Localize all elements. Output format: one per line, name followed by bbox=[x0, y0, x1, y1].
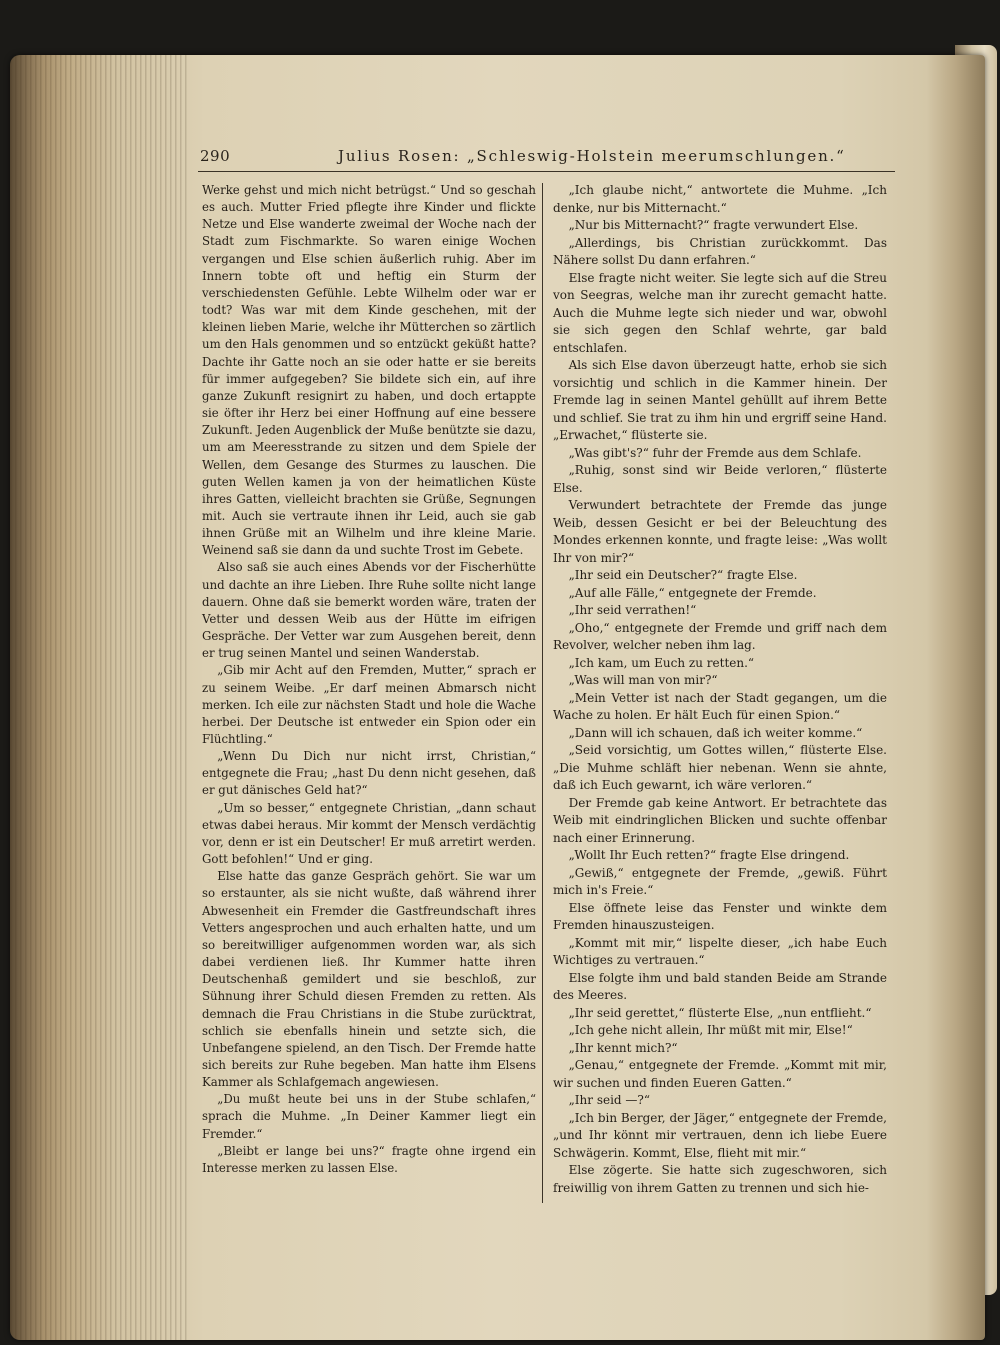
paragraph: „Gib mir Acht auf den Fremden, Mutter,“ sprach er zu seinem Weibe. „Er darf meinen Abmarsch nicht merken. Ich eile zur nächsten Stadt und hole die Wache herbei. Der Deutsche ist entweder ein Spion oder ein Flüchtling.“ bbox=[202, 663, 536, 746]
paragraph: „Du mußt heute bei uns in der Stube schlafen,“ sprach die Muhme. „In Deiner Kammer liegt ein Fremder.“ bbox=[202, 1092, 536, 1141]
paragraph: „Bleibt er lange bei uns?“ fragte ohne irgend ein Interesse merken zu lassen Else. bbox=[202, 1143, 536, 1175]
paragraph: Else fragte nicht weiter. Sie legte sich auf die Streu von Seegras, welche man ihr zurecht gemacht hatte. Auch die Muhme legte sich nieder und war, obwohl sie sich gegen den Schlaf wehrte, gar bald entschlafen. bbox=[553, 270, 887, 355]
paragraph: Verwundert betrachtete der Fremde das junge Weib, dessen Gesicht er bei der Beleuchtung des Mondes erkennen konnte, und fragte leise: „Was wollt Ihr von mir?“ bbox=[553, 498, 887, 565]
page-header bbox=[200, 147, 895, 171]
paragraph: „Auf alle Fälle,“ entgegnete der Fremde. bbox=[568, 585, 817, 600]
paragraph: „Mein Vetter ist nach der Stadt gegangen, um die Wache zu holen. Er hält Euch für einen Spion.“ bbox=[553, 690, 887, 722]
paragraph: „Um so besser,“ entgegnete Christian, „dann schaut etwas dabei heraus. Mir kommt der Mensch verdächtig vor, denn er ist ein Deutscher! Er muß arretirt werden. Gott befohlen!“ Und er ging. bbox=[202, 800, 536, 867]
paragraph: Else zögerte. Sie hatte sich zugeschworen, sich freiwillig von ihrem Gatten zu trennen und sich hie- bbox=[553, 1163, 887, 1195]
paragraph: „Ihr seid verrathen!“ bbox=[568, 603, 697, 617]
paragraph: „Was gibt's?“ fuhr der Fremde aus dem Schlafe. bbox=[568, 445, 862, 460]
paragraph: „Ihr kennt mich?“ bbox=[568, 1040, 678, 1055]
paragraph: „Ich glaube nicht,“ antwortete die Muhme. „Ich denke, nur bis Mitternacht.“ bbox=[553, 183, 887, 215]
paragraph: „Ihr seid —?“ bbox=[568, 1093, 650, 1107]
paragraph: „Wollt Ihr Euch retten?“ fragte Else dringend. bbox=[568, 848, 850, 862]
paragraph: „Ihr seid ein Deutscher?“ fragte Else. bbox=[568, 568, 798, 582]
left-column bbox=[202, 182, 536, 1177]
paragraph: „Allerdings, bis Christian zurückkommt. Das Nähere sollst Du dann erfahren.“ bbox=[553, 235, 887, 267]
paragraph: „Genau,“ entgegnete der Fremde. „Kommt mit mir, wir suchen und finden Eueren Gatten.“ bbox=[553, 1058, 887, 1090]
paragraph: Der Fremde gab keine Antwort. Er betrachtete das Weib mit eindringlichen Blicken und suchte offenbar nach einer Erinnerung. bbox=[553, 795, 887, 845]
paragraph: Werke gehst und mich nicht betrügst.“ Und so geschah es auch. Mutter Fried pflegte ihre Kinder und flickte Netze und Else wanderte zweimal der Woche nach der Stadt zum Fischmarkte. So waren einige Wochen vergangen und Else schien äußerlich ruhig. Aber im Innern tobte oft und heftig ein Sturm der verschiedensten Gefühle. Lebte Wilhelm oder war er todt? Was war mit dem Kinde geschehen, mit der kleinen lieben Marie, welche ihr Mütterchen so zärtlich um den Hals genommen und so entzückt geküßt hatte? Dachte ihr Gatte noch an sie oder hatte er sie bereits für immer aufgegeben? Sie bildete sich ein, auf ihre ganze Zukunft resignirt zu haben, und doch ertappte sie öfter ihr Herz bei einer Hoffnung auf eine bessere Zukunft. Jeden Augenblick der Muße benützte sie dazu, um am Meeresstrande zu sitzen und dem Spiele der Wellen, dem Gesange des Sturmes zu lauschen. Die guten Wellen kamen ja von der heimatlichen Küste ihres Gatten, vielleicht brachten sie Grüße, Segnungen mit. Auch sie vertraute ihnen ihr Leid, auch sie gab ihnen Grüße mit an Wilhelm und ihre kleine Marie. Weinend saß sie dann da und suchte Trost im Gebete. bbox=[202, 183, 536, 558]
paragraph: „Was will man von mir?“ bbox=[568, 673, 718, 687]
paragraph: „Oho,“ entgegnete der Fremde und griff nach dem Revolver, welcher neben ihm lag. bbox=[553, 620, 887, 652]
running-title: Julius Rosen: „Schleswig-Holstein meerumschlungen.“ bbox=[338, 147, 846, 165]
paragraph: „Ruhig, sonst sind wir Beide verloren,“ flüsterte Else. bbox=[553, 463, 887, 495]
paragraph: Else hatte das ganze Gespräch gehört. Sie war um so erstaunter, als sie nicht wußte, daß während ihrer Abwesenheit ein Fremder die Gastfreundschaft ihres Vetters angesprochen und auch erhalten hatte, und um so bereitwilliger aufgenommen worden war, als sich dabei verdienen ließ. Ihr Kummer hatte ihren Deutschenhaß gemildert und sie beschloß, zur Sühnung ihrer Schuld diesen Fremden zu retten. Als demnach die Frau Christians in die Stube zurücktrat, schlich sie ebenfalls hinein und setzte sich, die Unbefangene spielend, an den Tisch. Der Fremde hatte sich bereits zur Ruhe begeben. Man hatte ihm Elsens Kammer als Schlafgemach angewiesen. bbox=[202, 869, 536, 1090]
paragraph: Als sich Else davon überzeugt hatte, erhob sie sich vorsichtig und schlich in die Kammer hinein. Der Fremde lag in seinen Mantel gehüllt auf ihrem Bette und schlief. Sie trat zu ihm hin und ergriff seine Hand. „Erwachet,“ flüsterte sie. bbox=[553, 358, 887, 442]
paragraph: „Ich bin Berger, der Jäger,“ entgegnete der Fremde, „und Ihr könnt mir vertrauen, denn ich liebe Euere Schwägerin. Kommt, Else, flieht mit mir.“ bbox=[553, 1110, 887, 1160]
paragraph: Else öffnete leise das Fenster und winkte dem Fremden hinauszusteigen. bbox=[553, 900, 887, 932]
header-rule bbox=[198, 171, 895, 172]
paragraph: „Nur bis Mitternacht?“ fragte verwundert Else. bbox=[568, 218, 859, 232]
paragraph: „Ich gehe nicht allein, Ihr müßt mit mir, Else!“ bbox=[568, 1023, 853, 1037]
paragraph: „Dann will ich schauen, daß ich weiter komme.“ bbox=[568, 725, 863, 740]
right-column bbox=[553, 182, 887, 1197]
paragraph: „Gewiß,“ entgegnete der Fremde, „gewiß. Führt mich in's Freie.“ bbox=[553, 865, 887, 897]
paragraph: Also saß sie auch eines Abends vor der Fischerhütte und dachte an ihre Lieben. Ihre Ruhe sollte nicht lange dauern. Ohne daß sie bemerkt worden wäre, traten der Vetter und dessen Weib aus der Hütte im eifrigen Gespräche. Der Vetter war zum Ausgehen bereit, denn er trug seinen Mantel und seinen Wanderstab. bbox=[202, 560, 536, 661]
paragraph: „Wenn Du Dich nur nicht irrst, Christian,“ entgegnete die Frau; „hast Du denn nicht gesehen, daß er gut dänisches Geld hat?“ bbox=[202, 749, 536, 798]
paragraph: Else folgte ihm und bald standen Beide am Strande des Meeres. bbox=[553, 970, 887, 1002]
paragraph: „Ich kam, um Euch zu retten.“ bbox=[568, 655, 755, 670]
paragraph: „Kommt mit mir,“ lispelte dieser, „ich habe Euch Wichtiges zu vertrauen.“ bbox=[553, 935, 887, 967]
paragraph: „Ihr seid gerettet,“ flüsterte Else, „nun entflieht.“ bbox=[568, 1005, 872, 1020]
paragraph: „Seid vorsichtig, um Gottes willen,“ flüsterte Else. „Die Muhme schläft hier nebenan. Wenn sie ahnte, daß ich Euch gewarnt, ich wäre verloren.“ bbox=[553, 743, 887, 792]
page-number: 290 bbox=[200, 147, 231, 165]
column-divider bbox=[542, 183, 543, 1203]
